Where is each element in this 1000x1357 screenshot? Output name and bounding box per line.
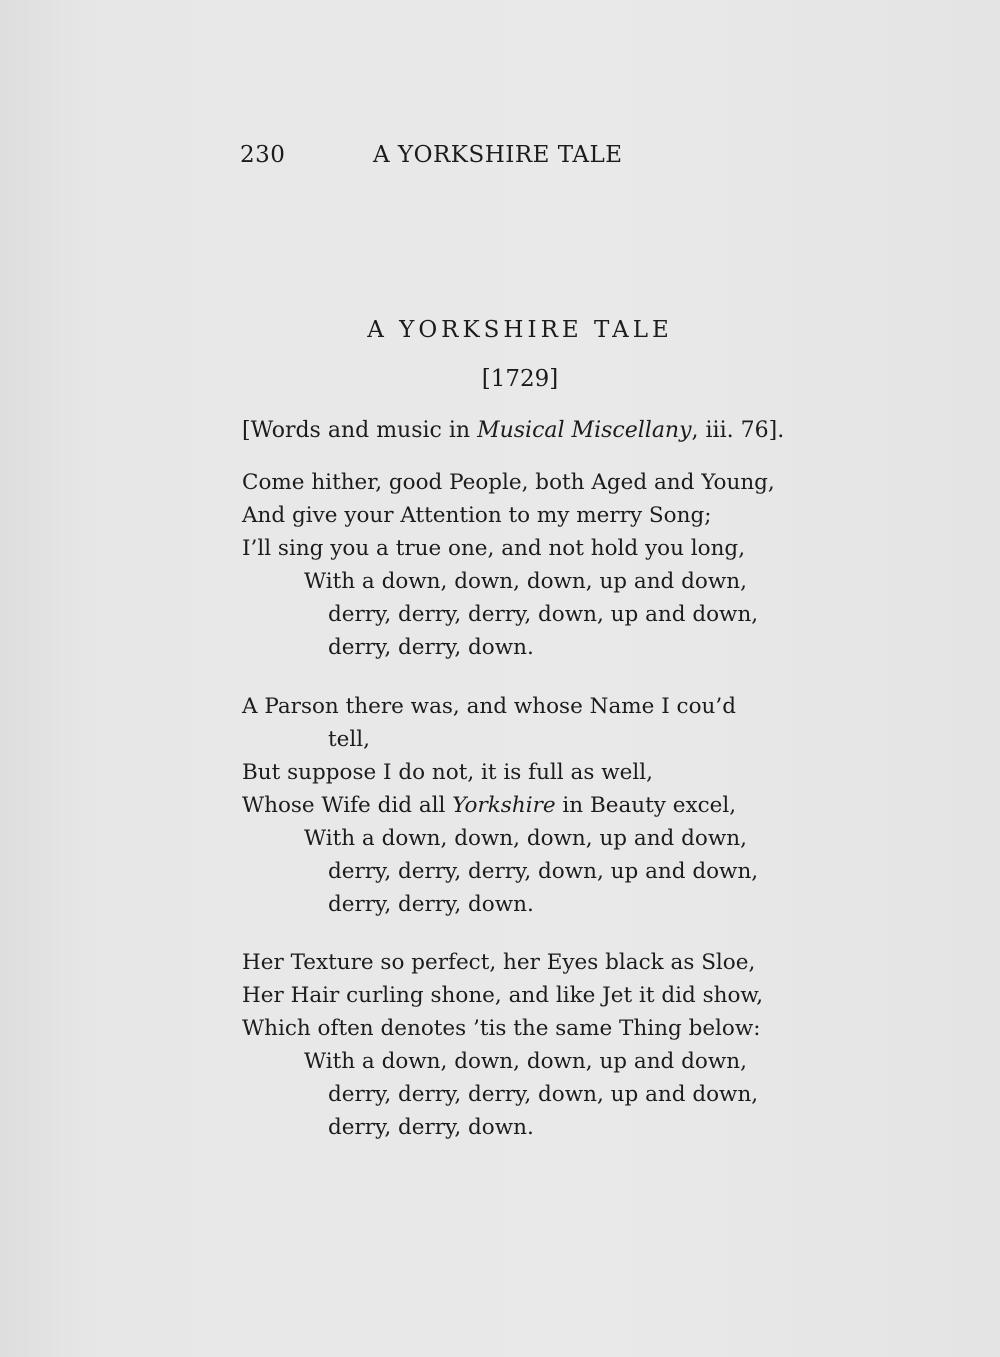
line-prefix: Whose Wife did all (242, 793, 453, 818)
stanza-line: And give your Attention to my merry Song; (242, 503, 712, 528)
stanza-line: Her Hair curling shone, and like Jet it did show, (242, 983, 764, 1008)
refrain-line: derry, derry, down. (328, 1115, 534, 1140)
stanza-line: Come hither, good People, both Aged and Young, (242, 470, 775, 495)
poem-date: [1729] (481, 366, 559, 392)
line-italic: Yorkshire (452, 793, 556, 818)
stanza-line: But suppose I do not, it is full as well, (242, 760, 653, 785)
refrain-line: With a down, down, down, up and down, (304, 1049, 747, 1074)
stanza-line: Which often denotes ’tis the same Thing below: (242, 1016, 761, 1041)
refrain-line: With a down, down, down, up and down, (304, 826, 747, 851)
page-number: 230 (240, 142, 286, 168)
source-note-suffix: , iii. 76]. (691, 418, 785, 443)
running-title: A YORKSHIRE TALE (373, 142, 623, 168)
source-note-prefix: [Words and music in (242, 418, 478, 443)
refrain-line: derry, derry, derry, down, up and down, (328, 602, 759, 627)
source-note (242, 418, 785, 443)
stanza-line: I’ll sing you a true one, and not hold you long, (242, 536, 746, 561)
refrain-line: derry, derry, derry, down, up and down, (328, 859, 759, 884)
refrain-line: derry, derry, down. (328, 892, 534, 917)
stanza-3 (242, 946, 782, 1144)
refrain-line: With a down, down, down, up and down, (304, 569, 747, 594)
refrain-line: derry, derry, down. (328, 635, 534, 660)
stanza-line (242, 789, 782, 822)
stanza-2 (242, 690, 782, 921)
poem-title: A YORKSHIRE TALE (367, 317, 673, 343)
running-head (240, 142, 770, 178)
stanza-1 (242, 466, 782, 664)
stanza-line: A Parson there was, and whose Name I cou’d (242, 694, 736, 719)
stanza-line: Her Texture so perfect, her Eyes black as Sloe, (242, 950, 756, 975)
source-note-italic: Musical Miscellany (477, 418, 692, 443)
stanza-line-continuation: tell, (328, 727, 370, 752)
line-suffix: in Beauty excel, (555, 793, 737, 818)
refrain-line: derry, derry, derry, down, up and down, (328, 1082, 759, 1107)
